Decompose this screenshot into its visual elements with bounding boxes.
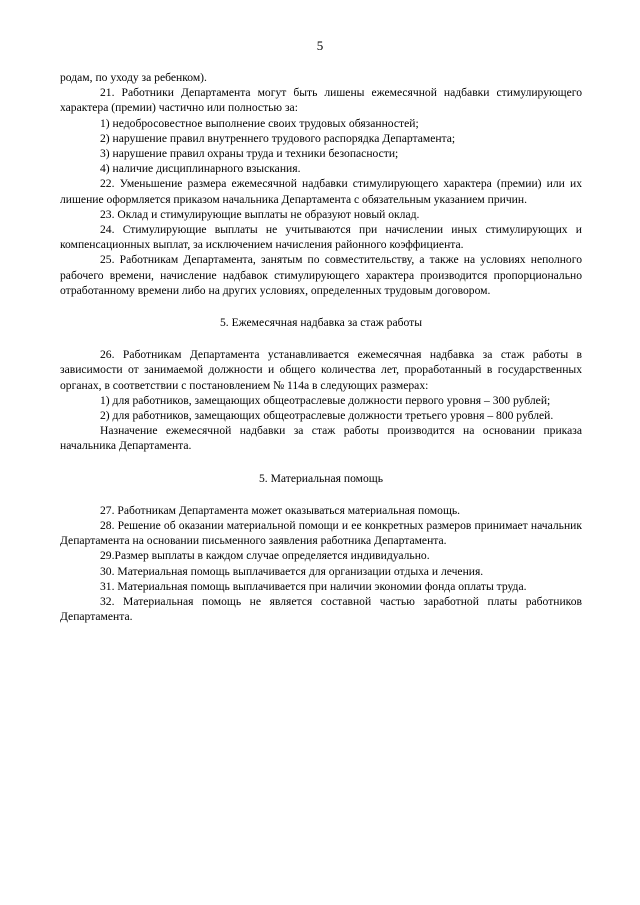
- paragraph-27: 27. Работникам Департамента может оказываться материальная помощь.: [100, 503, 461, 517]
- list-item-21-3: 3) нарушение правил охраны труда и техники безопасности;: [100, 147, 399, 161]
- paragraph-29: 29.Размер выплаты в каждом случае определяется индивидуально.: [100, 549, 430, 563]
- paragraph-26: 26. Работникам Департамента устанавливается ежемесячная надбавка за стаж работы в зависимости от занимаемой должности и общего количества лет, проработанный в государственных органах, в соответствии с постановлением № 114а в следующих размерах:: [60, 348, 582, 392]
- paragraph-28: 28. Решение об оказании материальной помощи и ее конкретных размеров принимает начальник Департамента на основании письменного заявления работника Департамента.: [60, 519, 582, 548]
- paragraph-23: 23. Оклад и стимулирующие выплаты не образуют новый оклад.: [100, 207, 420, 221]
- spacer: [60, 486, 582, 503]
- paragraph-25: 25. Работникам Департамента, занятым по совместительству, а также на условиях неполного рабочего времени, начисление надбавок стимулирующего характера производится пропорционально отработанному времени либо на других условиях, определенных трудовым договором.: [60, 253, 582, 297]
- paragraph-31: 31. Материальная помощь выплачивается при наличии экономии фонда оплаты труда.: [100, 579, 527, 593]
- spacer: [60, 298, 582, 315]
- paragraph-30: 30. Материальная помощь выплачивается для организации отдыха и лечения.: [100, 564, 484, 578]
- section-heading-seniority: 5. Ежемесячная надбавка за стаж работы: [220, 316, 422, 330]
- paragraph-continuation: родам, по уходу за ребенком).: [60, 71, 207, 84]
- list-item-21-1: 1) недобросовестное выполнение своих трудовых обязанностей;: [100, 116, 419, 130]
- paragraph-22: 22. Уменьшение размера ежемесячной надбавки стимулирующего характера (премии) или их лишение оформляется приказом начальника Департамента с обязательным указанием причин.: [60, 177, 582, 206]
- paragraph-32: 32. Материальная помощь не является составной частью заработной платы работников Департамента.: [60, 595, 582, 624]
- paragraph-seniority-order: Назначение ежемесячной надбавки за стаж работы производится на основании приказа начальника Департамента.: [60, 424, 582, 453]
- section-heading-material-aid: 5. Материальная помощь: [259, 471, 383, 485]
- page-number: 5: [316, 38, 324, 53]
- spacer: [60, 454, 582, 471]
- list-item-21-2: 2) нарушение правил внутреннего трудового распорядка Департамента;: [100, 131, 456, 145]
- list-item-21-4: 4) наличие дисциплинарного взыскания.: [100, 162, 301, 176]
- spacer: [60, 330, 582, 347]
- paragraph-24: 24. Стимулирующие выплаты не учитываются при начислении иных стимулирующих и компенсационных выплат, за исключением начисления районного коэффициента.: [60, 223, 582, 252]
- list-item-26-2: 2) для работников, замещающих общеотраслевые должности третьего уровня – 800 рублей.: [100, 409, 554, 423]
- document-body: [60, 70, 582, 625]
- list-item-26-1: 1) для работников, замещающих общеотраслевые должности первого уровня – 300 рублей;: [100, 393, 551, 407]
- paragraph-21: 21. Работники Департамента могут быть лишены ежемесячной надбавки стимулирующего характера (премии) частично или полностью за:: [60, 86, 582, 115]
